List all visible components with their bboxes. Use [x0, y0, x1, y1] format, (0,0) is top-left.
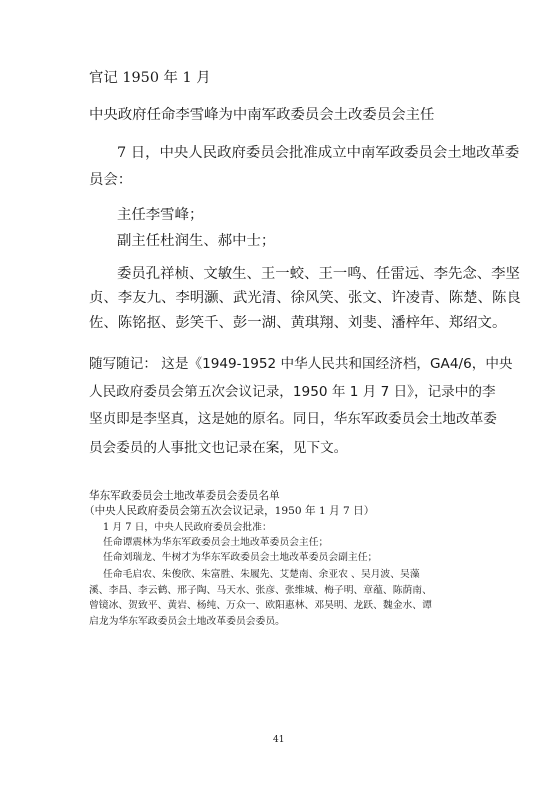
article-line: 副主任杜润生、郝中士；: [117, 233, 276, 249]
article-title: 中央政府任命李雪峰为中南军政委员会土改委员会主任: [89, 107, 435, 123]
excerpt-subtitle: （中央人民政府委员会第五次会议记录，1950 年 1 月 7 日）: [84, 505, 375, 517]
section-heading: 官记 1950 年 1 月: [89, 70, 211, 86]
note-line: 人民政府委员会第五次会议记录，1950 年 1 月 7 日》，记录中的李: [89, 384, 496, 400]
article-line: 员会：: [89, 172, 133, 188]
excerpt-line: 1 月 7 日，中央人民政府委员会批准：: [103, 522, 272, 533]
article-line: 佐、陈铭抠、彭笑千、彭一湖、黄琪翔、刘斐、潘梓年、郑绍文。: [89, 315, 507, 331]
excerpt-title: 华东军政委员会土地改革委员会委员名单: [89, 490, 280, 502]
excerpt-line: 启龙为华东军政委员会土地改革委员会委员。: [89, 616, 285, 627]
article-line: 7 日，中央人民政府委员会批准成立中南军政委员会土地改革委: [117, 145, 520, 161]
page-number: 41: [273, 735, 285, 745]
excerpt-line: 溪、李昌、李云鹤、邢子陶、马天水、张彦、张维城、梅子明、章蕴、陈荫南、: [89, 585, 432, 596]
note-line: 员会委员的人事批文也记录在案，见下文。: [89, 440, 348, 456]
article-line: 主任李雪峰；: [117, 207, 204, 223]
article-line: 委员孔祥桢、文敏生、王一蛟、王一鸣、任雷远、李先念、李坚: [117, 266, 520, 282]
excerpt-line: 任命毛启农、朱俊欣、朱富胜、朱履先、艾楚南、余亚农 、吴月波、吴藻: [103, 569, 420, 580]
excerpt-line: 任命刘瑞龙、牛树才为华东军政委员会土地改革委员会副主任；: [103, 552, 378, 563]
excerpt-line: 任命谭震林为华东军政委员会土地改革委员会主任；: [103, 537, 329, 548]
note-line: 坚贞即是李坚真，这是她的原名。同日，华东军政委员会土地改革委: [89, 411, 497, 427]
note-line: 随写随记： 这是《1949-1952 中华人民共和国经济档，GA4/6，中央: [89, 356, 513, 372]
excerpt-line: 曾镜冰、贺致平、黄岩、杨纯、万众一、欧阳惠林、邓昊明、龙跃、魏金水、谭: [89, 600, 432, 611]
article-line: 贞、李友九、李明灏、武光清、徐风笑、张文、许凌青、陈楚、陈良: [89, 290, 521, 306]
